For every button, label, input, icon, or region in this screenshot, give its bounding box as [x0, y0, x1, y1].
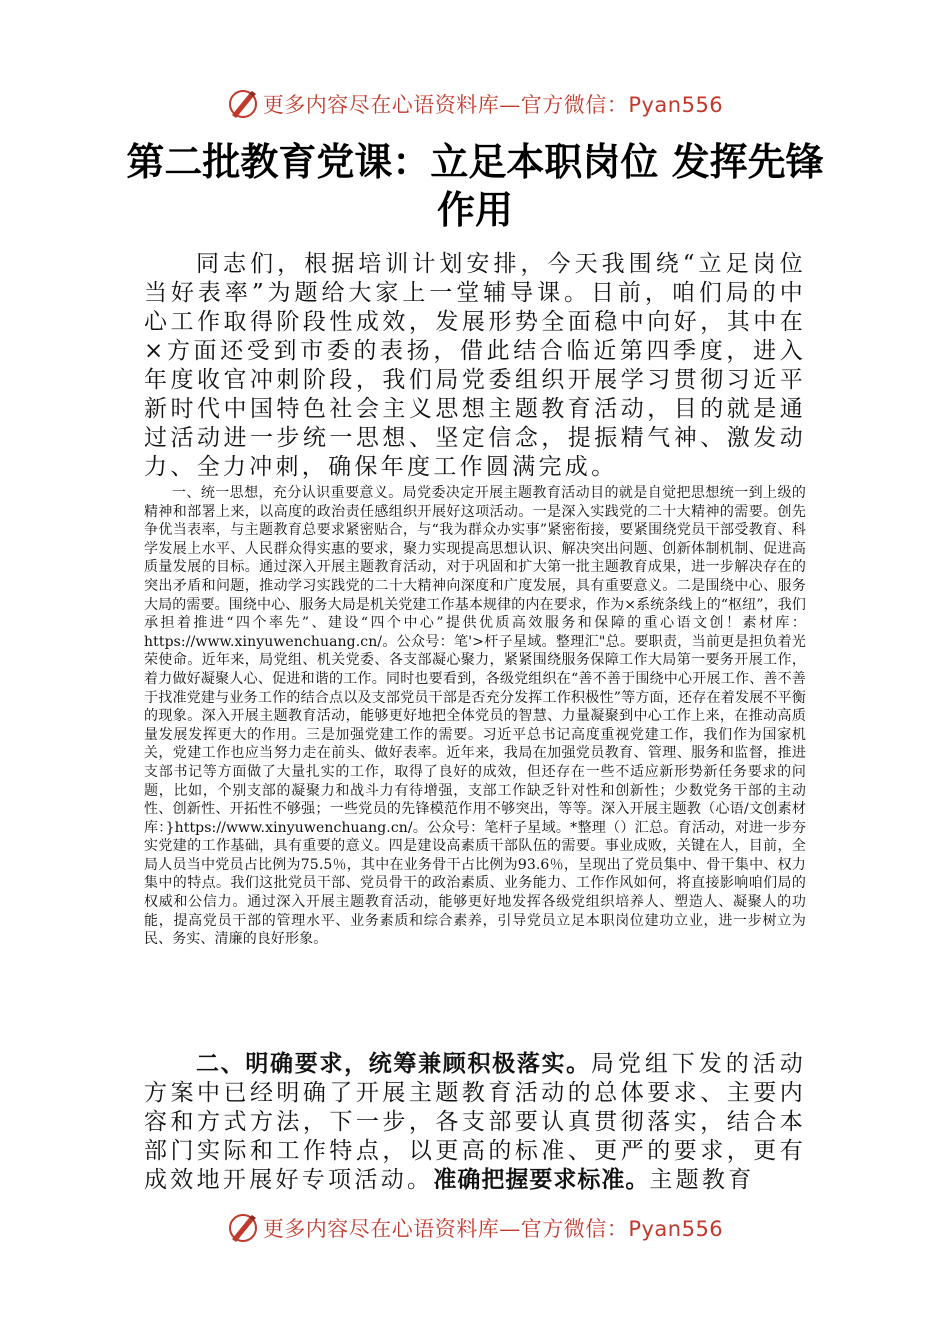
- section2-heading: 二、明确要求，统筹兼顾积极落实。: [196, 1051, 591, 1077]
- document-title: 第二批教育党课：立足本职岗位 发挥先锋作用: [126, 140, 824, 232]
- intro-paragraph: 同志们，根据培训计划安排，今天我围绕“立足岗位当好表率”为题给大家上一堂辅导课。日前，咱们局的中心工作取得阶段性成效，发展形势全面稳中向好，其中在×方面还受到市委的表扬，借此结合临近第四季度，进入年度收官冲刺阶段，我们局党委组织开展学习贯彻习近平新时代中国特色社会主义思想主题教育活动，目的就是通过活动进一步统一思想、坚定信念，提振精气神、激发动力、全力冲刺，确保年度工作圆满完成。: [144, 251, 806, 480]
- section2-body: 局党组下发的活动方案中已经明确了开展主题教育活动的总体要求、主要内容和方式方法，下一步，各支部要认真贯彻落实，结合本部门实际和工作特点，以更高的标准、更严的要求，更有成效地开展好专项活动。: [144, 1051, 807, 1193]
- banner-text: 更多内容尽在心语资料库—官方微信：Pyan556: [262, 93, 724, 117]
- banner-text: 更多内容尽在心语资料库—官方微信：Pyan556: [262, 1217, 724, 1241]
- pen-logo-icon: [227, 1212, 259, 1244]
- pen-logo-icon: [227, 88, 259, 120]
- section1-paragraph: 一、统一思想，充分认识重要意义。局党委决定开展主题教育活动目的就是自觉把思想统一到上级的精神和部署上来，以高度的政治责任感组织开展好这项活动。一是深入实践党的二十大精神的需要。创先争优当表率，与主题教育总要求紧密贴合，与“我为群众办实事”紧密衔接，要紧围绕党员干部受教育、科学发展上水平、人民群众得实惠的要求，聚力实现提高思想认识、解决突出问题、创新体制机制、促进高质量发展的目标。通过深入开展主题教育活动，对于巩固和扩大第一批主题教育成果，进一步解决存在的突出矛盾和问题，推动学习实践党的二十大精神向深度和广度发展，具有重要意义。二是围绕中心、服务大局的需要。围绕中心、服务大局是机关党建工作基本规律的内在要求，作为×系统条线上的“枢纽”，我们承担着推进“四个率先”、建设“四个中心”提供优质高效服务和保障的重心语文创！素材库：https://www.xinyuwenchuang.cn/。公众号：笔'>杆子星域。整理汇"总。要职责，当前更是担负着光荣使命。近年来，局党组、机关党委、各支部凝心聚力，紧紧围绕服务保障工作大局第一要务开展工作，着力做好凝聚人心、促进和谐的工作。同时也要看到，各级党组织在“善不善于围绕中心开展工作、善不善于找准党建与业务工作的结合点以及支部党员干部是否充分发挥工作积极性”等方面，还存在着发展不平衡的现象。深入开展主题教育活动，能够更好地把全体党员的智慧、力量凝聚到中心工作上来，在推动高质量发展发挥更大的作用。三是加强党建工作的需要。习近平总书记高度重视党建工作，我们作为国家机关，党建工作也应当努力走在前头、做好表率。近年来，我局在加强党员教育、管理、服务和监督，推进支部书记等方面做了大量扎实的工作，取得了良好的成效，但还存在一些不适应新形势新任务要求的问题，比如，个别支部的凝聚力和战斗力有待增强，支部工作缺乏针对性和创新性；少数党务干部的主动性、创新性、开拓性不够强；一些党员的先锋模范作用不够突出，等等。深入开展主题教（心语/文创素材库：}https://www.xinyuwenchuang.cn/。公众号：笔杆子星域。*整理（）汇总。育活动，对进一步夯实党建的工作基础，具有重要的意义。四是建设高素质干部队伍的需要。事业成败，关键在人，目前，全局人员当中党员占比例为75.5％，其中在业务骨干占比例为93.6％，呈现出了党员集中、骨干集中、权力集中的特点。我们这批党员干部、党员骨干的政治素质、业务能力、工作作风如何，将直接影响咱们局的权威和公信力。通过深入开展主题教育活动，能够更好地发挥各级党组织培养人、塑造人、凝聚人的功能，提高党员干部的管理水平、业务素质和综合素养，引导党员立足本职岗位建功立业，进一步树立为民、务实、清廉的良好形象。: [144, 485, 806, 948]
- footer-banner: [0, 1208, 950, 1248]
- section2-paragraph: [144, 1050, 806, 1195]
- section2-tail: 主题教育: [649, 1167, 755, 1193]
- section2-subheading: 准确把握要求标准。: [433, 1167, 650, 1193]
- header-banner: [0, 84, 950, 124]
